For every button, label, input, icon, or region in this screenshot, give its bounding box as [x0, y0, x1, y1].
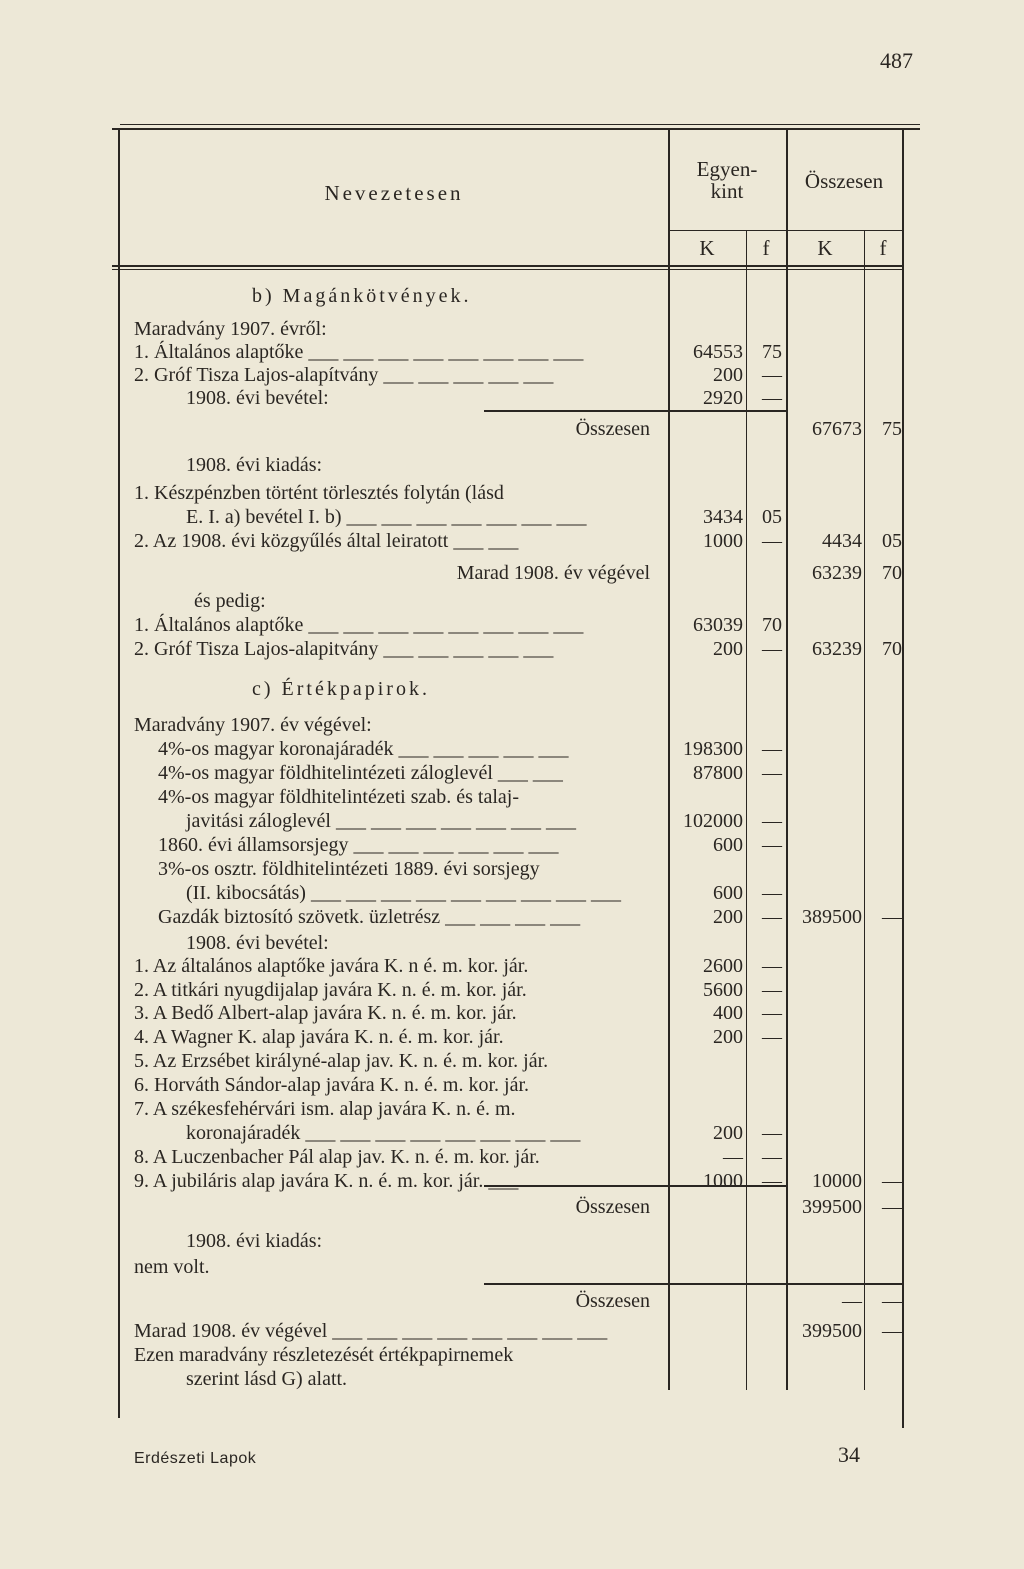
row-label: és pedig:	[194, 590, 266, 612]
row-label: b) Magánkötvények.	[252, 285, 472, 307]
subtotal-rule-3	[484, 1283, 902, 1285]
row-label: 1908. évi bevétel:	[186, 932, 329, 954]
table-row	[0, 418, 1024, 441]
cell-each-filler: —	[762, 810, 782, 832]
table-row	[0, 638, 1024, 661]
cell-each-filler: —	[762, 387, 782, 409]
table-row	[0, 882, 1024, 905]
table-row	[0, 614, 1024, 637]
row-label: 2. A titkári nyugdijalap javára K. n. é. m. kor. jár.	[134, 979, 527, 1001]
cell-total-koruna: 67673	[812, 418, 862, 440]
row-label: 4. A Wagner K. alap javára K. n. é. m. kor. jár.	[134, 1026, 504, 1048]
row-label: 5. Az Erzsébet királyné-alap jav. K. n. é. m. kor. jár.	[134, 1050, 549, 1072]
table-row	[0, 1256, 1024, 1279]
cell-each-filler: —	[762, 1026, 782, 1048]
row-label: 3%-os osztr. földhitelintézeti 1889. évi sorsjegy	[158, 858, 540, 880]
cell-total-filler: —	[882, 1170, 902, 1192]
table-row	[0, 1026, 1024, 1049]
cell-total-filler: —	[882, 906, 902, 928]
row-label: javitási záloglevél ___ ___ ___ ___ ___ ___ ___	[186, 810, 576, 832]
table-row	[0, 506, 1024, 529]
cell-each-filler: 75	[762, 341, 782, 363]
cell-each-filler: 70	[762, 614, 782, 636]
cell-total-filler: —	[882, 1290, 902, 1312]
row-label: 1860. évi államsorsjegy ___ ___ ___ ___ ___ ___	[158, 834, 559, 856]
table-row	[0, 738, 1024, 761]
row-label: 1908. évi kiadás:	[186, 1230, 323, 1252]
header-total: Összesen	[804, 169, 884, 193]
subtotal-rule-1	[484, 410, 786, 412]
table-row	[0, 1146, 1024, 1169]
header-each-k: K	[699, 236, 715, 260]
row-label: Összesen	[575, 1196, 650, 1218]
cell-each-filler: —	[762, 530, 782, 552]
row-label: E. I. a) bevétel I. b) ___ ___ ___ ___ ___ ___ ___	[186, 506, 587, 528]
cell-each-filler: —	[762, 1170, 782, 1192]
row-label: Maradvány 1907. évről:	[134, 318, 327, 340]
cell-each-filler: —	[762, 1002, 782, 1024]
cell-each-koruna: 400	[713, 1002, 743, 1024]
cell-each-koruna: 5600	[703, 979, 743, 1001]
cell-each-koruna: 87800	[693, 762, 743, 784]
row-label: (II. kibocsátás) ___ ___ ___ ___ ___ ___ ___ ___ ___	[186, 882, 621, 904]
cell-each-filler: —	[762, 906, 782, 928]
table-row	[0, 1074, 1024, 1097]
table-row	[0, 834, 1024, 857]
table-row	[0, 562, 1024, 585]
row-label: 1. Általános alaptőke ___ ___ ___ ___ ___ ___ ___ ___	[134, 341, 584, 363]
table-row	[0, 1290, 1024, 1313]
row-label: 4%-os magyar földhitelintézeti szab. és talaj-	[158, 786, 519, 808]
header-total-f: f	[879, 236, 887, 260]
table-row	[0, 932, 1024, 955]
header-nevezetesen: Nevezetesen	[324, 181, 464, 205]
table-row	[0, 1122, 1024, 1145]
cell-total-filler: 70	[882, 638, 902, 660]
header-bottom-rule-2	[112, 269, 902, 270]
cell-each-koruna: 1000	[703, 1170, 743, 1192]
header-each-line2: kint	[710, 179, 744, 203]
table-row	[0, 1320, 1024, 1343]
table-row	[0, 1196, 1024, 1219]
cell-total-koruna: 399500	[802, 1196, 862, 1218]
cell-each-koruna: 102000	[683, 810, 743, 832]
row-label: 2. Gróf Tisza Lajos-alapitvány ___ ___ ___ ___ ___	[134, 638, 554, 660]
row-label: Összesen	[575, 1290, 650, 1312]
row-label: 1908. évi kiadás:	[186, 454, 323, 476]
cell-each-filler: —	[762, 1122, 782, 1144]
row-label: c) Értékpapirok.	[252, 678, 430, 700]
cell-each-filler: —	[762, 738, 782, 760]
cell-each-koruna: 64553	[693, 341, 743, 363]
table-top-rule	[120, 124, 920, 125]
table-top-rule-2	[112, 128, 920, 130]
cell-each-filler: —	[762, 1146, 782, 1168]
row-label: 3. A Bedő Albert-alap javára K. n. é. m. kor. jár.	[134, 1002, 517, 1024]
row-label: 4%-os magyar földhitelintézeti záloglevél ___ ___	[158, 762, 563, 784]
cell-total-filler: —	[882, 1320, 902, 1342]
row-label: 1908. évi bevétel:	[186, 387, 329, 409]
row-label: nem volt.	[134, 1256, 210, 1278]
table-row	[0, 858, 1024, 881]
cell-each-koruna: 600	[713, 882, 743, 904]
cell-each-koruna: 1000	[703, 530, 743, 552]
cell-each-filler: 05	[762, 506, 782, 528]
cell-each-koruna: 2920	[703, 387, 743, 409]
table-row	[0, 590, 1024, 613]
cell-each-filler: —	[762, 834, 782, 856]
row-label: 9. A jubiláris alap javára K. n. é. m. kor. jár. ___	[134, 1170, 519, 1192]
row-label: szerint lásd G) alatt.	[186, 1368, 348, 1390]
table-row	[0, 906, 1024, 929]
cell-each-koruna: 200	[713, 638, 743, 660]
table-row	[0, 1050, 1024, 1073]
header-each-f: f	[762, 236, 770, 260]
cell-total-koruna: 4434	[822, 530, 862, 552]
table-row	[0, 762, 1024, 785]
cell-each-koruna: 200	[713, 364, 743, 386]
table-row	[0, 714, 1024, 737]
row-label: 1. Készpénzben történt törlesztés folytán (lásd	[134, 482, 504, 504]
table-row	[0, 678, 1024, 701]
table-row	[0, 1368, 1024, 1391]
row-label: 4%-os magyar koronajáradék ___ ___ ___ ___ ___	[158, 738, 569, 760]
row-label: 2. Az 1908. évi közgyűlés által leiratott ___ ___	[134, 530, 519, 552]
row-label: 2. Gróf Tisza Lajos-alapítvány ___ ___ ___ ___ ___	[134, 364, 554, 386]
table-row	[0, 318, 1024, 341]
cell-each-koruna: 600	[713, 834, 743, 856]
table-row	[0, 530, 1024, 553]
cell-total-filler: 75	[882, 418, 902, 440]
cell-total-filler: 70	[882, 562, 902, 584]
cell-each-koruna: 3434	[703, 506, 743, 528]
cell-total-koruna: 63239	[812, 562, 862, 584]
page-number: 487	[880, 48, 913, 73]
cell-each-koruna: 200	[713, 1122, 743, 1144]
table-row	[0, 454, 1024, 477]
cell-each-filler: —	[762, 762, 782, 784]
row-label: 8. A Luczenbacher Pál alap jav. K. n. é. m. kor. jár.	[134, 1146, 540, 1168]
table-row	[0, 810, 1024, 833]
row-label: Marad 1908. év végével	[456, 562, 650, 584]
row-label: 1. Általános alaptőke ___ ___ ___ ___ ___ ___ ___ ___	[134, 614, 584, 636]
cell-each-koruna: 200	[713, 1026, 743, 1048]
table-row	[0, 387, 1024, 410]
row-label: Összesen	[575, 418, 650, 440]
table-row	[0, 364, 1024, 387]
table-row	[0, 1230, 1024, 1253]
header-each-line1: Egyen-	[696, 157, 758, 181]
cell-total-koruna: —	[842, 1290, 862, 1312]
cell-total-koruna: 63239	[812, 638, 862, 660]
cell-total-koruna: 10000	[812, 1170, 862, 1192]
cell-each-koruna: —	[723, 1146, 743, 1168]
cell-each-filler: —	[762, 638, 782, 660]
header-bottom-rule	[112, 265, 902, 267]
header-total-k: K	[817, 236, 833, 260]
cell-total-filler: 05	[882, 530, 902, 552]
table-row	[0, 786, 1024, 809]
row-label: Marad 1908. év végével ___ ___ ___ ___ ___ ___ ___ ___	[134, 1320, 608, 1342]
table-row	[0, 1002, 1024, 1025]
row-label: 6. Horváth Sándor-alap javára K. n. é. m. kor. jár.	[134, 1074, 530, 1096]
row-label: 1. Az általános alaptőke javára K. n é. m. kor. jár.	[134, 955, 529, 977]
cell-each-filler: —	[762, 882, 782, 904]
table-row	[0, 955, 1024, 978]
row-label: Gazdák biztosító szövetk. üzletrész ___ ___ ___ ___	[158, 906, 581, 928]
table-row	[0, 1344, 1024, 1367]
table-row	[0, 341, 1024, 364]
cell-each-koruna: 63039	[693, 614, 743, 636]
row-label: 7. A székesfehérvári ism. alap javára K. n. é. m.	[134, 1098, 516, 1120]
row-label: koronajáradék ___ ___ ___ ___ ___ ___ ___ ___	[186, 1122, 581, 1144]
footer-sheet-number: 34	[838, 1442, 860, 1467]
cell-total-filler: —	[882, 1196, 902, 1218]
cell-each-filler: —	[762, 979, 782, 1001]
row-label: Ezen maradvány részletezését értékpapirnemek	[134, 1344, 514, 1366]
table-row	[0, 1098, 1024, 1121]
cell-each-koruna: 200	[713, 906, 743, 928]
cell-total-koruna: 389500	[802, 906, 862, 928]
table-row	[0, 979, 1024, 1002]
cell-each-koruna: 2600	[703, 955, 743, 977]
footer-journal: Erdészeti Lapok	[134, 1450, 257, 1467]
table-row	[0, 285, 1024, 308]
cell-each-filler: —	[762, 364, 782, 386]
cell-total-koruna: 399500	[802, 1320, 862, 1342]
table-row	[0, 482, 1024, 505]
cell-each-filler: —	[762, 955, 782, 977]
table-row	[0, 1170, 1024, 1193]
row-label: Maradvány 1907. év végével:	[134, 714, 372, 736]
cell-each-koruna: 198300	[683, 738, 743, 760]
